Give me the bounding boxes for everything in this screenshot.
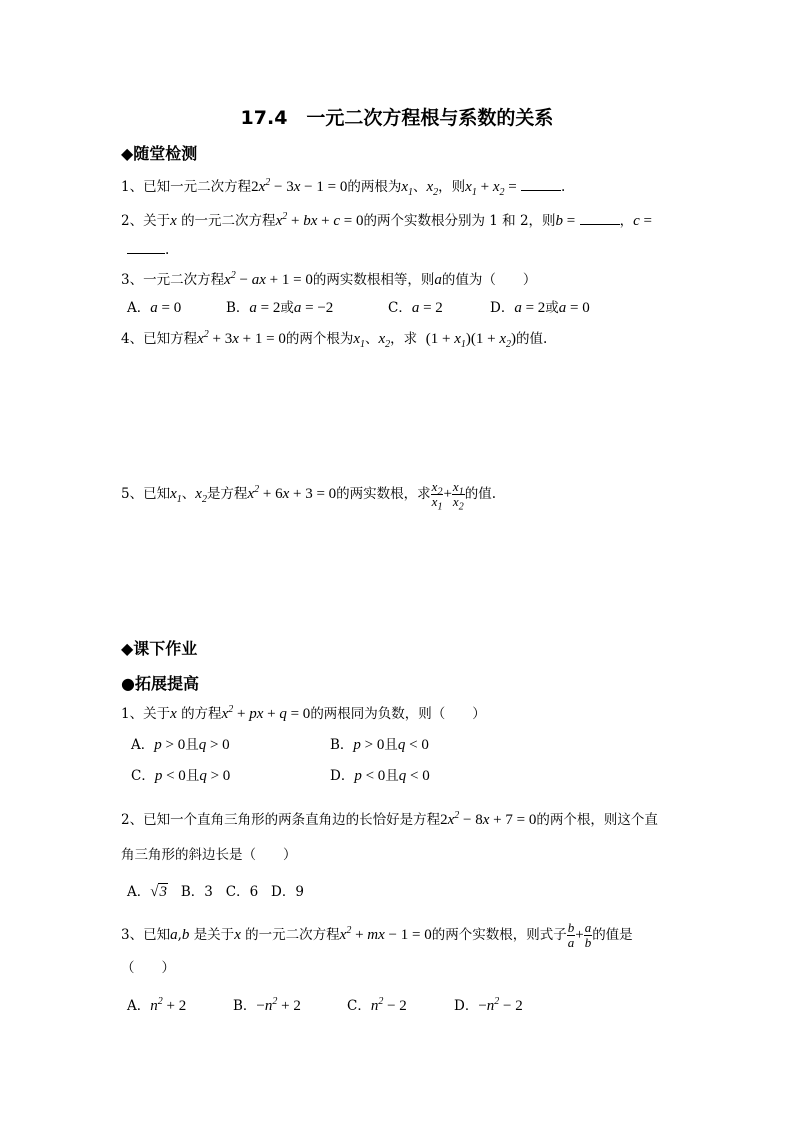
h3-option-b: B．$-n^2 + 2$ xyxy=(233,996,301,1014)
h3-option-d: D．$-n^2 - 2$ xyxy=(454,996,523,1014)
question-4: 4、已知方程$x^2 + 3x + 1 = 0$的两个根为$x_1$、$x_2$，求 $(1 + x_1)(1 + x_2)$的值. xyxy=(121,329,548,350)
question-1: 1、已知一元二次方程$2x^2 - 3x - 1 = 0$的两根为$x_1$、$x_2$，则$x_1 + x_2$ = . xyxy=(121,177,566,198)
section-heading-classroom-check: ◆随堂检测 xyxy=(121,144,198,163)
question-3: 3、一元二次方程$x^2$ − ax + 1 = 0的两实数根相等，则a的值为（ ） xyxy=(121,270,537,288)
homework-question-1: 1、关于x 的方程$x^2$ + px + q = 0的两根同为负数，则（ ） xyxy=(121,704,486,722)
section-heading-homework: ◆课下作业 xyxy=(121,639,198,658)
h2-options: A．√3 B．3 C．6 D．9 xyxy=(127,884,304,900)
homework-question-3: 3、已知a,b 是关于x 的一元二次方程$x^2$ + mx − 1 = 0的两个实数根，则式子 $\frac{b}{a}$ + $\frac{a}{b}$ 的值是 xyxy=(121,920,633,950)
section-heading-extension: ●拓展提高 xyxy=(121,674,199,693)
q3-option-b: B．a = 2或a = −2 xyxy=(226,300,334,316)
question-2: 2、关于x 的一元二次方程$x^2$ + bx + c = 0的两个实数根分别为 1 和 2，则b = ，c = xyxy=(121,211,652,229)
page-title: 17.4 一元二次方程根与系数的关系 xyxy=(240,107,554,129)
homework-question-3-paren: （ ） xyxy=(121,960,175,976)
h1-option-c: C．p < 0且q > 0 xyxy=(131,768,231,784)
h3-option-c: C．$n^2 - 2$ xyxy=(347,996,407,1014)
q3-option-c: C．a = 2 xyxy=(388,300,443,316)
homework-question-2-continued: 角三角形的斜边长是（ ） xyxy=(121,847,297,863)
question-2-continued: . xyxy=(127,240,169,260)
h3-option-a: A．$n^2 + 2$ xyxy=(127,996,187,1014)
homework-question-2: 2、已知一个直角三角形的两条直角边的长恰好是方程$2x^2 - 8x + 7 = 0$的两个根，则这个直 xyxy=(121,810,658,828)
h1-option-b: B．p > 0且q < 0 xyxy=(330,737,429,753)
q3-option-a: A．a = 0 xyxy=(127,300,182,316)
question-5: 5、已知$x_1$、$x_2$是方程$x^2 + 6x + 3 = 0$的两实数根，求 $\frac{x_2}{x_1}$ + $\frac{x_1}{x_2}$ 的值. xyxy=(121,479,496,513)
q3-option-d: D．a = 2或a = 0 xyxy=(490,300,590,316)
h1-option-d: D．p < 0且q < 0 xyxy=(330,768,430,784)
h1-option-a: A．p > 0且q > 0 xyxy=(131,737,230,753)
